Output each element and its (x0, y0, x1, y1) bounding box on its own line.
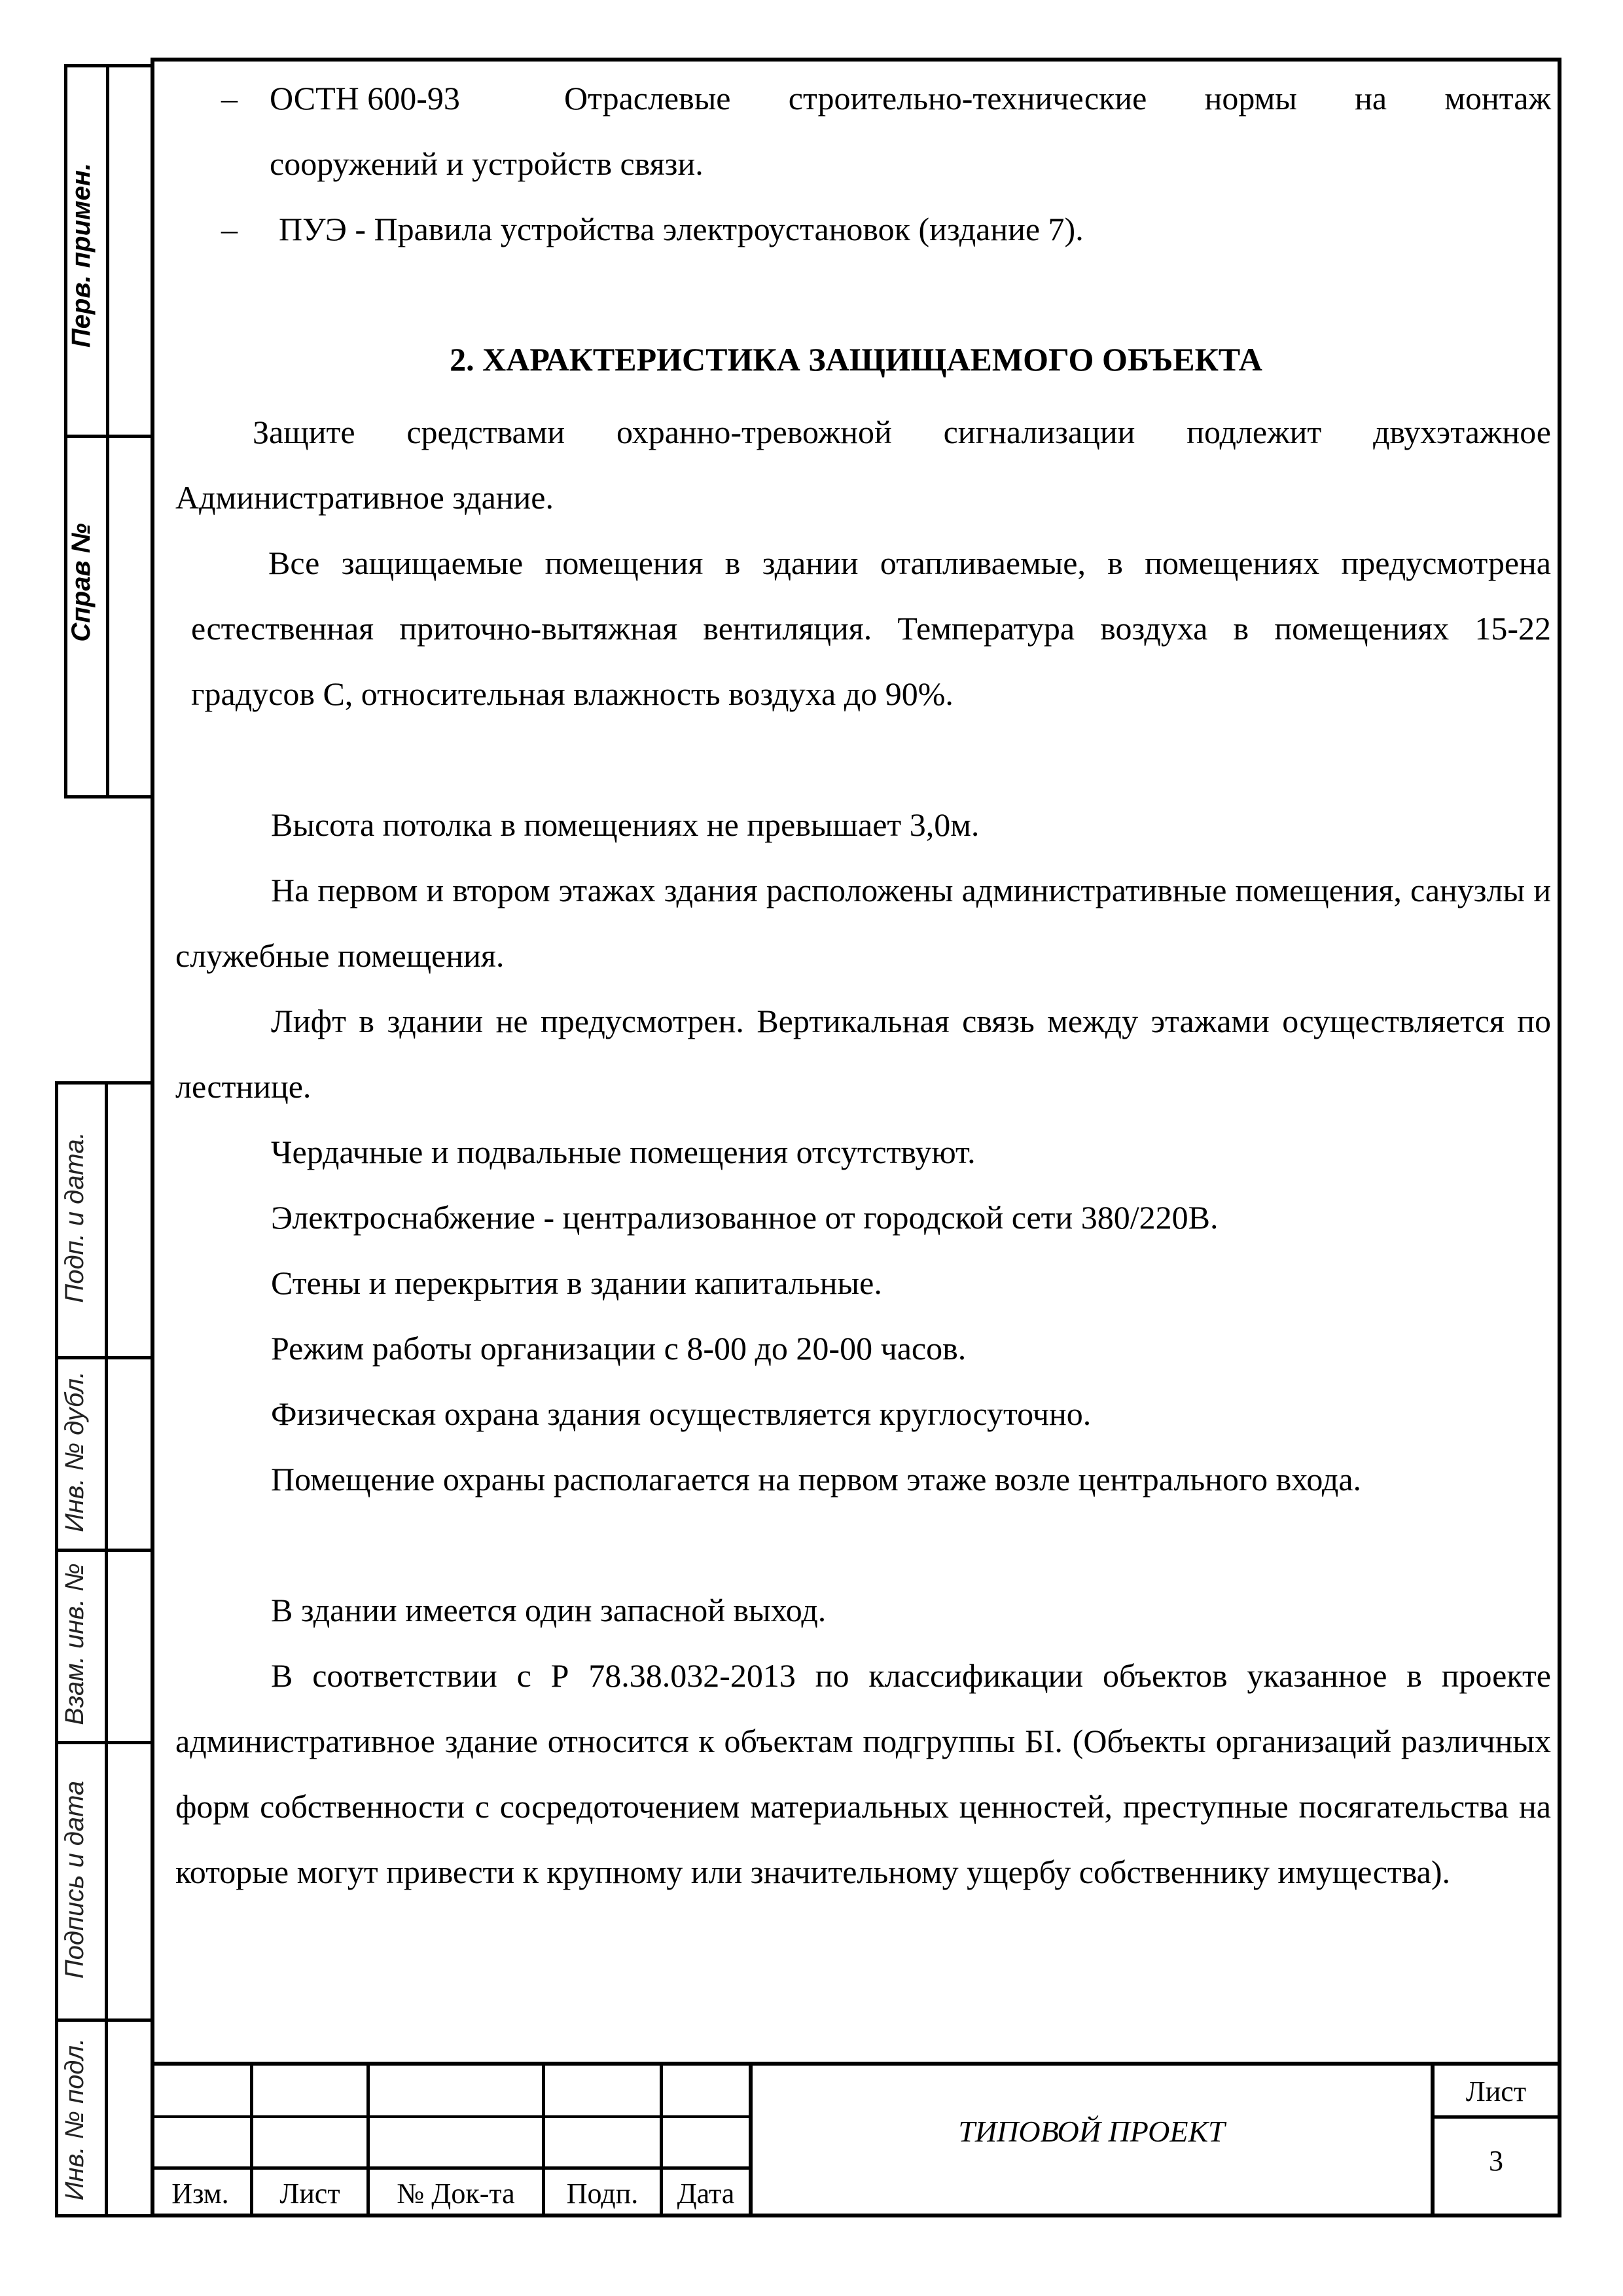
list-item-text: ПУЭ - Правила устройства электроустановок (издание 7). (279, 211, 1084, 247)
list-item-text: Отраслевые строительно-технические нормы на монтаж (564, 80, 1551, 117)
title-block-col-podp: Подп. (566, 2178, 639, 2210)
margin-label-vzam-inv: Взам. инв. № (60, 1563, 89, 1725)
paragraph: Режим работы организации с 8-00 до 20-00 часов. (271, 1330, 967, 1367)
margin-label-perv-primen: Перв. примен. (67, 162, 96, 348)
section-heading: 2. ХАРАКТЕРИСТИКА ЗАЩИЩАЕМОГО ОБЪЕКТА (450, 341, 1262, 378)
paragraph: В соответствии с Р 78.38.032-2013 по классификации объектов указанное в проекте административное здание относится к объектам подгруппы БI. (Объекты организаций различных форм собственности с сосредоточением материальных ценностей, преступные посягательства на которые могут привести к крупному или значительному ущербу собственнику имущества). (175, 1657, 1551, 1890)
title-block-sheet-label: Лист (1465, 2075, 1527, 2108)
margin-label-inv-podl: Инв. № подл. (60, 2037, 89, 2201)
margin-label-inv-dubl: Инв. № дубл. (60, 1371, 89, 1532)
margin-divider (105, 1081, 108, 2217)
list-item-dash: – (221, 211, 238, 247)
paragraph: Лифт в здании не предусмотрен. Вертикальная связь между этажами осуществляется по лестнице. (175, 1003, 1551, 1105)
paragraph: Защите средствами охранно-тревожной сигнализации подлежит двухэтажное Административное здание. (175, 414, 1551, 516)
paragraph: Стены и перекрытия в здании капитальные. (271, 1265, 882, 1301)
title-block (151, 2062, 1561, 2217)
title-block-line (1431, 2115, 1558, 2119)
margin-divider (64, 435, 154, 438)
list-item-code: ОСТН 600-93 (270, 80, 460, 117)
paragraph: Все защищаемые помещения в здании отапливаемые, в помещениях предусмотрена естественная приточно-вытяжная вентиляция. Температура воздуха в помещениях 15-22 градусов С, относительная влажность воздуха до 90%. (191, 545, 1551, 712)
paragraph: В здании имеется один запасной выход. (271, 1592, 827, 1628)
margin-divider (106, 64, 109, 798)
margin-label-sprav: Справ № (67, 523, 96, 642)
paragraph: Помещение охраны располагается на первом этаже возле центрального входа. (271, 1461, 1362, 1498)
margin-label-podp-data: Подп. и дата. (60, 1132, 89, 1303)
title-block-col-data: Дата (677, 2178, 735, 2210)
paragraph: Чердачные и подвальные помещения отсутствуют. (271, 1134, 976, 1170)
title-block-project-title: ТИПОВОЙ ПРОЕКТ (958, 2115, 1225, 2148)
title-block-col-izm: Изм. (171, 2178, 229, 2210)
margin-label-podpis-data: Подпись и дата (60, 1780, 89, 1979)
title-block-col-dok: № Док-та (397, 2178, 515, 2210)
paragraph: Электроснабжение - централизованное от городской сети 380/220В. (271, 1199, 1219, 1236)
list-item-text: сооружений и устройств связи. (270, 145, 704, 182)
title-block-sheet-number: 3 (1489, 2145, 1503, 2177)
paragraph: Физическая охрана здания осуществляется круглосуточно. (271, 1395, 1092, 1432)
title-block-col-list: Лист (279, 2178, 340, 2210)
paragraph: На первом и втором этажах здания расположены административные помещения, санузлы и служебные помещения. (175, 872, 1551, 974)
list-item-dash: – (221, 80, 238, 117)
paragraph: Высота потолка в помещениях не превышает 3,0м. (271, 806, 980, 843)
